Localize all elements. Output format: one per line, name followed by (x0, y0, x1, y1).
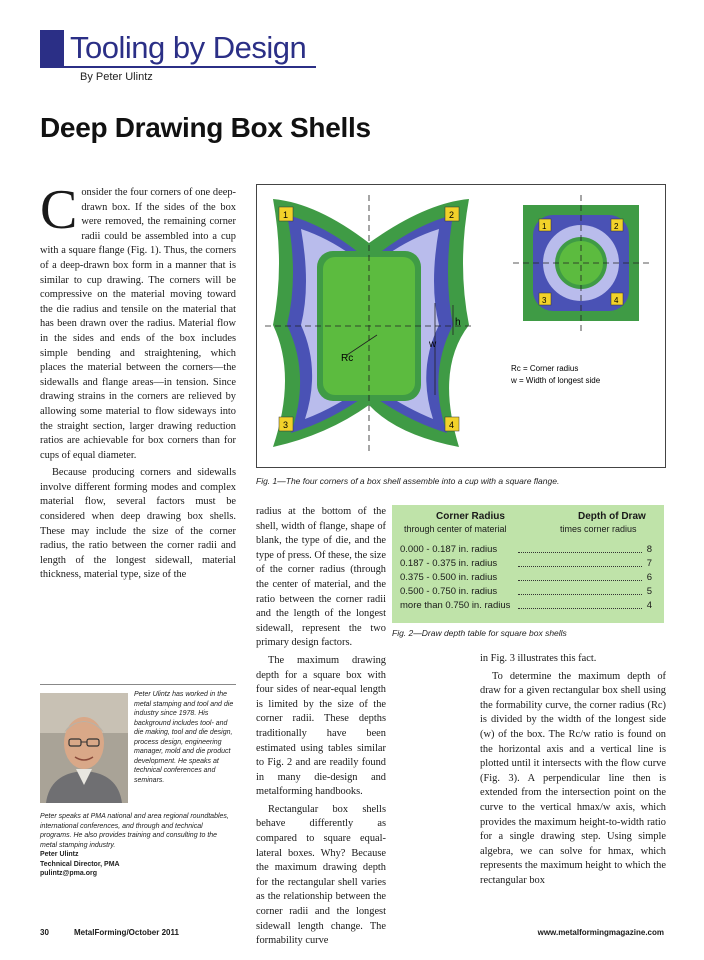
department-bar (40, 30, 64, 66)
table-row (400, 557, 656, 571)
corner-number: 1 (542, 222, 547, 231)
table-header-depth: Depth of Draw (578, 511, 646, 522)
table-row (400, 571, 656, 585)
corner-number: 4 (614, 296, 619, 305)
radius-range: 0.000 - 0.187 in. radius (400, 544, 498, 555)
paragraph: The maximum drawing depth for a square box with four sides of near-equal length is limited by the size of the corner radii. These depths traditionally have been estimated using tables similar to Fig. 2 and are readily found in many die-design and metalforming handbooks. (256, 654, 386, 798)
drop-cap: C (40, 179, 78, 241)
bio-text: Peter speaks at PMA national and area regional roundtables, international conferences, and through and technical programs. He also provides training and consulting to the metal stamping industry. (40, 813, 229, 849)
magazine-url[interactable]: www.metalformingmagazine.com (537, 928, 664, 937)
corner-number: 1 (283, 210, 289, 220)
figure-1-caption: Fig. 1—The four corners of a box shell assemble into a cup with a square flange. (256, 476, 560, 486)
draw-depth: 6 (646, 572, 652, 583)
draw-depth: 8 (646, 544, 652, 555)
article-headline: Deep Drawing Box Shells (40, 112, 371, 143)
legend-rc: Rc = Corner radius (511, 364, 579, 373)
draw-depth: 5 (646, 586, 652, 597)
figure-1 (256, 184, 666, 468)
corner-number: 2 (449, 210, 455, 220)
author-photo (40, 693, 128, 803)
corner-number: 3 (542, 296, 547, 305)
figure-2-caption: Fig. 2—Draw depth table for square box shells (392, 628, 567, 638)
author-bio-bottom (40, 812, 236, 879)
department-rule (40, 66, 316, 68)
radius-range: more than 0.750 in. radius (400, 600, 511, 611)
author-email[interactable]: pulintz@pma.org (40, 870, 97, 877)
author-portrait (40, 693, 128, 803)
body-column-3 (480, 652, 666, 892)
table-row (400, 599, 656, 613)
bio-divider (40, 684, 236, 685)
body-column-1 (40, 179, 236, 586)
department-title: Tooling by Design (70, 30, 307, 65)
author-name: Peter Ulintz (40, 851, 79, 858)
paragraph: Because producing corners and sidewalls involve different forming modes and complex material flow, several factors must be considered when deep drawing box shells. These may include the size of the corner radius, the ratio between the corner radii and length of the longest sidewall, material thickness, material type, size of the (40, 467, 236, 581)
radius-range: 0.375 - 0.500 in. radius (400, 572, 498, 583)
table-row (400, 543, 656, 557)
page-number: 30 (40, 928, 49, 937)
author-bio-side: Peter Ulintz has worked in the metal stamping and tool and die industry since 1978. His background includes tool- and die making, tool and die design, process design, engineering manager, mold and die product development. He speaks at technical conferences and seminars. (134, 691, 234, 784)
box-shell-diagram (257, 185, 665, 467)
label-h: h (455, 317, 461, 328)
table-header-corner-radius: Corner Radius (436, 511, 505, 522)
body-column-2 (256, 505, 386, 952)
table-row (400, 585, 656, 599)
paragraph: radius at the bottom of the shell, width of flange, shape of blank, the type of die, and the type of press. Of these, the size of the corner radius (through the center of material, and the ratio between the corner radii and the length of the longest sidewall, represent the two primary design factors. (256, 506, 386, 649)
label-w: w (429, 339, 437, 350)
legend-w: w = Width of longest side (511, 376, 601, 385)
paragraph: To determine the maximum depth of draw for a given rectangular box shell using the formability curve, the corner radius (Rc) is divided by the width of the longest side (w) of the box. The Rc/w ratio is found on the horizontal axis and a vertical line is plotted until it intersects with the flow curve (Fig. 3). A perpendicular line then is extended from the intersection point on the curve to the vertical hmax/w axis, which provides the maximum height-to-width ratio for a single drawing step. Using simple algebra, we can solve for hmax, which represents the maximum height to which the rectangular box (480, 670, 666, 886)
draw-depth-table (392, 505, 664, 623)
corner-number: 2 (614, 222, 619, 231)
magazine-issue: MetalForming/October 2011 (74, 928, 179, 937)
paragraph: onsider the four corners of one deep-drawn box. If the sides of the box were removed, the remaining corner radii could be assembled into a cup with a square flange (Fig. 1). Thus, the corners of a deep-drawn box form in a manner that is similar to cup drawing. The corners will be compressive on the material moving toward the die radius and tensile on the material that has been drawn over the radius. Material flow in the sides and ends of the box includes simple bending and straightening, which places the material between the corners—the sidewalls and flange areas—in tension. Since drawing strains in the corners are relieved by allowing some material to flow sideways into the straight section, larger drawing reduction ratios are achievable for box corners than for cups of equal diameter. (40, 187, 236, 461)
corner-number: 3 (283, 420, 289, 430)
table-subheader-depth: times corner radius (560, 524, 637, 534)
table-subheader-corner-radius: through center of material (404, 524, 507, 534)
author-company: Technical Director, PMA (40, 860, 120, 868)
label-rc: Rc (341, 353, 354, 364)
paragraph: in Fig. 3 illustrates this fact. (480, 653, 597, 664)
radius-range: 0.187 - 0.375 in. radius (400, 558, 498, 569)
draw-depth: 4 (646, 600, 652, 611)
paragraph: Rectangular box shells behave differently as compared to square equal-lateral boxes. Why? Because the maximum drawing depth for the rectangular shell varies as the relationship between the corner radii and the longest sidewall length change. The formability curve (256, 803, 386, 947)
draw-depth: 7 (646, 558, 652, 569)
corner-number: 4 (449, 420, 455, 430)
byline: By Peter Ulintz (80, 71, 153, 83)
radius-range: 0.500 - 0.750 in. radius (400, 586, 498, 597)
